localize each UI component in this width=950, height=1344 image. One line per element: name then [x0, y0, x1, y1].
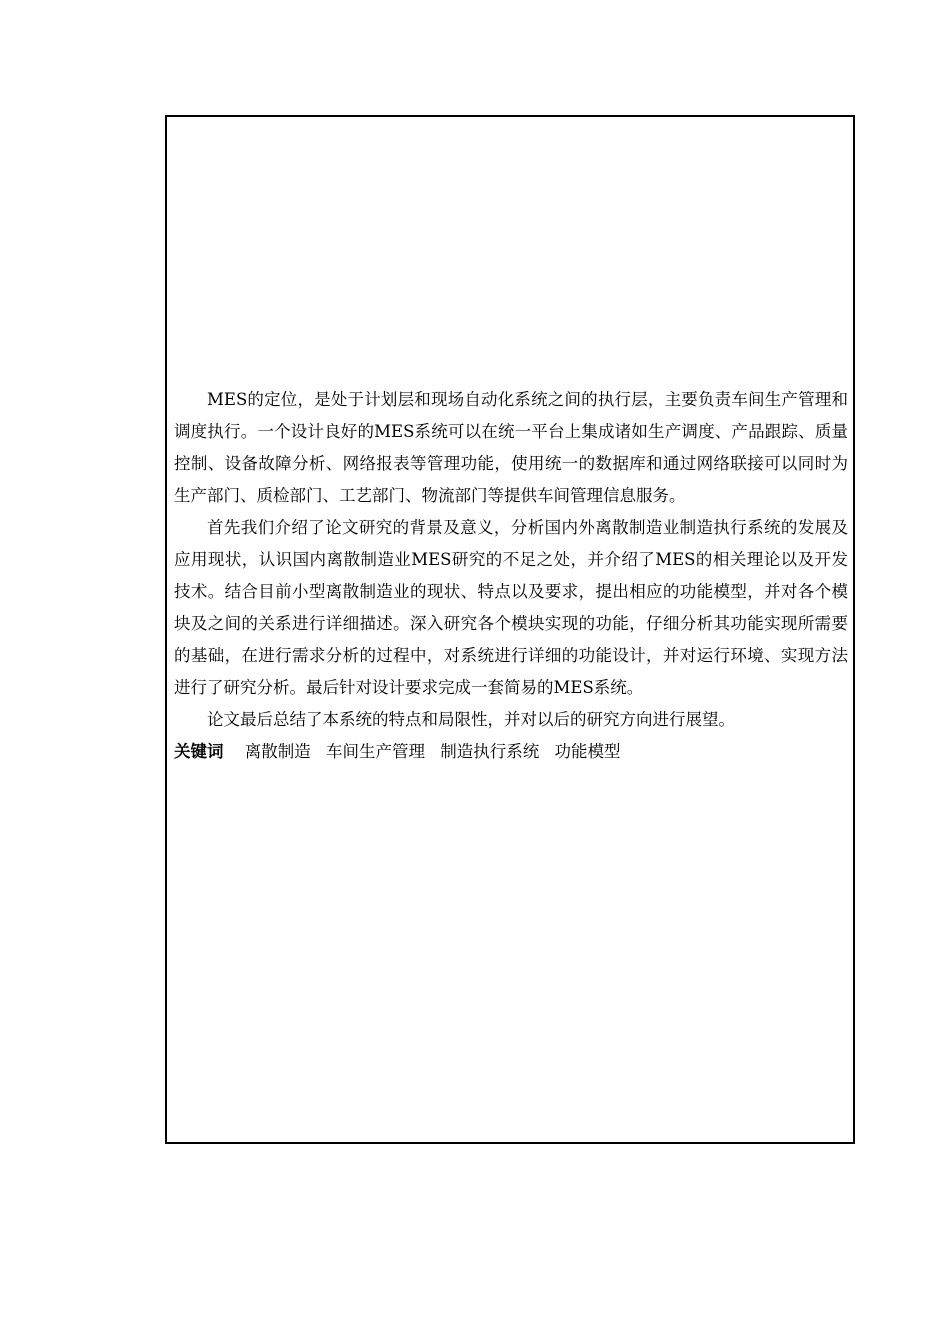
keyword-item: 制造执行系统	[440, 742, 540, 761]
abstract-section	[174, 384, 848, 768]
abstract-paragraph-2: 首先我们介绍了论文研究的背景及意义，分析国内外离散制造业制造执行系统的发展及应用现状，认识国内离散制造业MES研究的不足之处，并介绍了MES的相关理论以及开发技术。结合目前小型离散制造业的现状、特点以及要求，提出相应的功能模型，并对各个模块及之间的关系进行详细描述。深入研究各个模块实现的功能，仔细分析其功能实现所需要的基础，在进行需求分析的过程中，对系统进行详细的功能设计，并对运行环境、实现方法进行了研究分析。最后针对设计要求完成一套简易的MES系统。	[174, 518, 848, 697]
keyword-item: 车间生产管理	[326, 742, 425, 761]
keywords-line	[174, 736, 848, 768]
abstract-paragraph-3: 论文最后总结了本系统的特点和局限性，并对以后的研究方向进行展望。	[207, 710, 735, 729]
keyword-item: 离散制造	[244, 742, 311, 761]
keyword-item: 功能模型	[554, 742, 621, 761]
abstract-paragraph-1: MES的定位，是处于计划层和现场自动化系统之间的执行层，主要负责车间生产管理和调度执行。一个设计良好的MES系统可以在统一平台上集成诸如生产调度、产品跟踪、质量控制、设备故障分析、网络报表等管理功能，使用统一的数据库和通过网络联接可以同时为生产部门、质检部门、工艺部门、物流部门等提供车间管理信息服务。	[174, 390, 848, 505]
keywords-label: 关键词	[174, 742, 224, 761]
